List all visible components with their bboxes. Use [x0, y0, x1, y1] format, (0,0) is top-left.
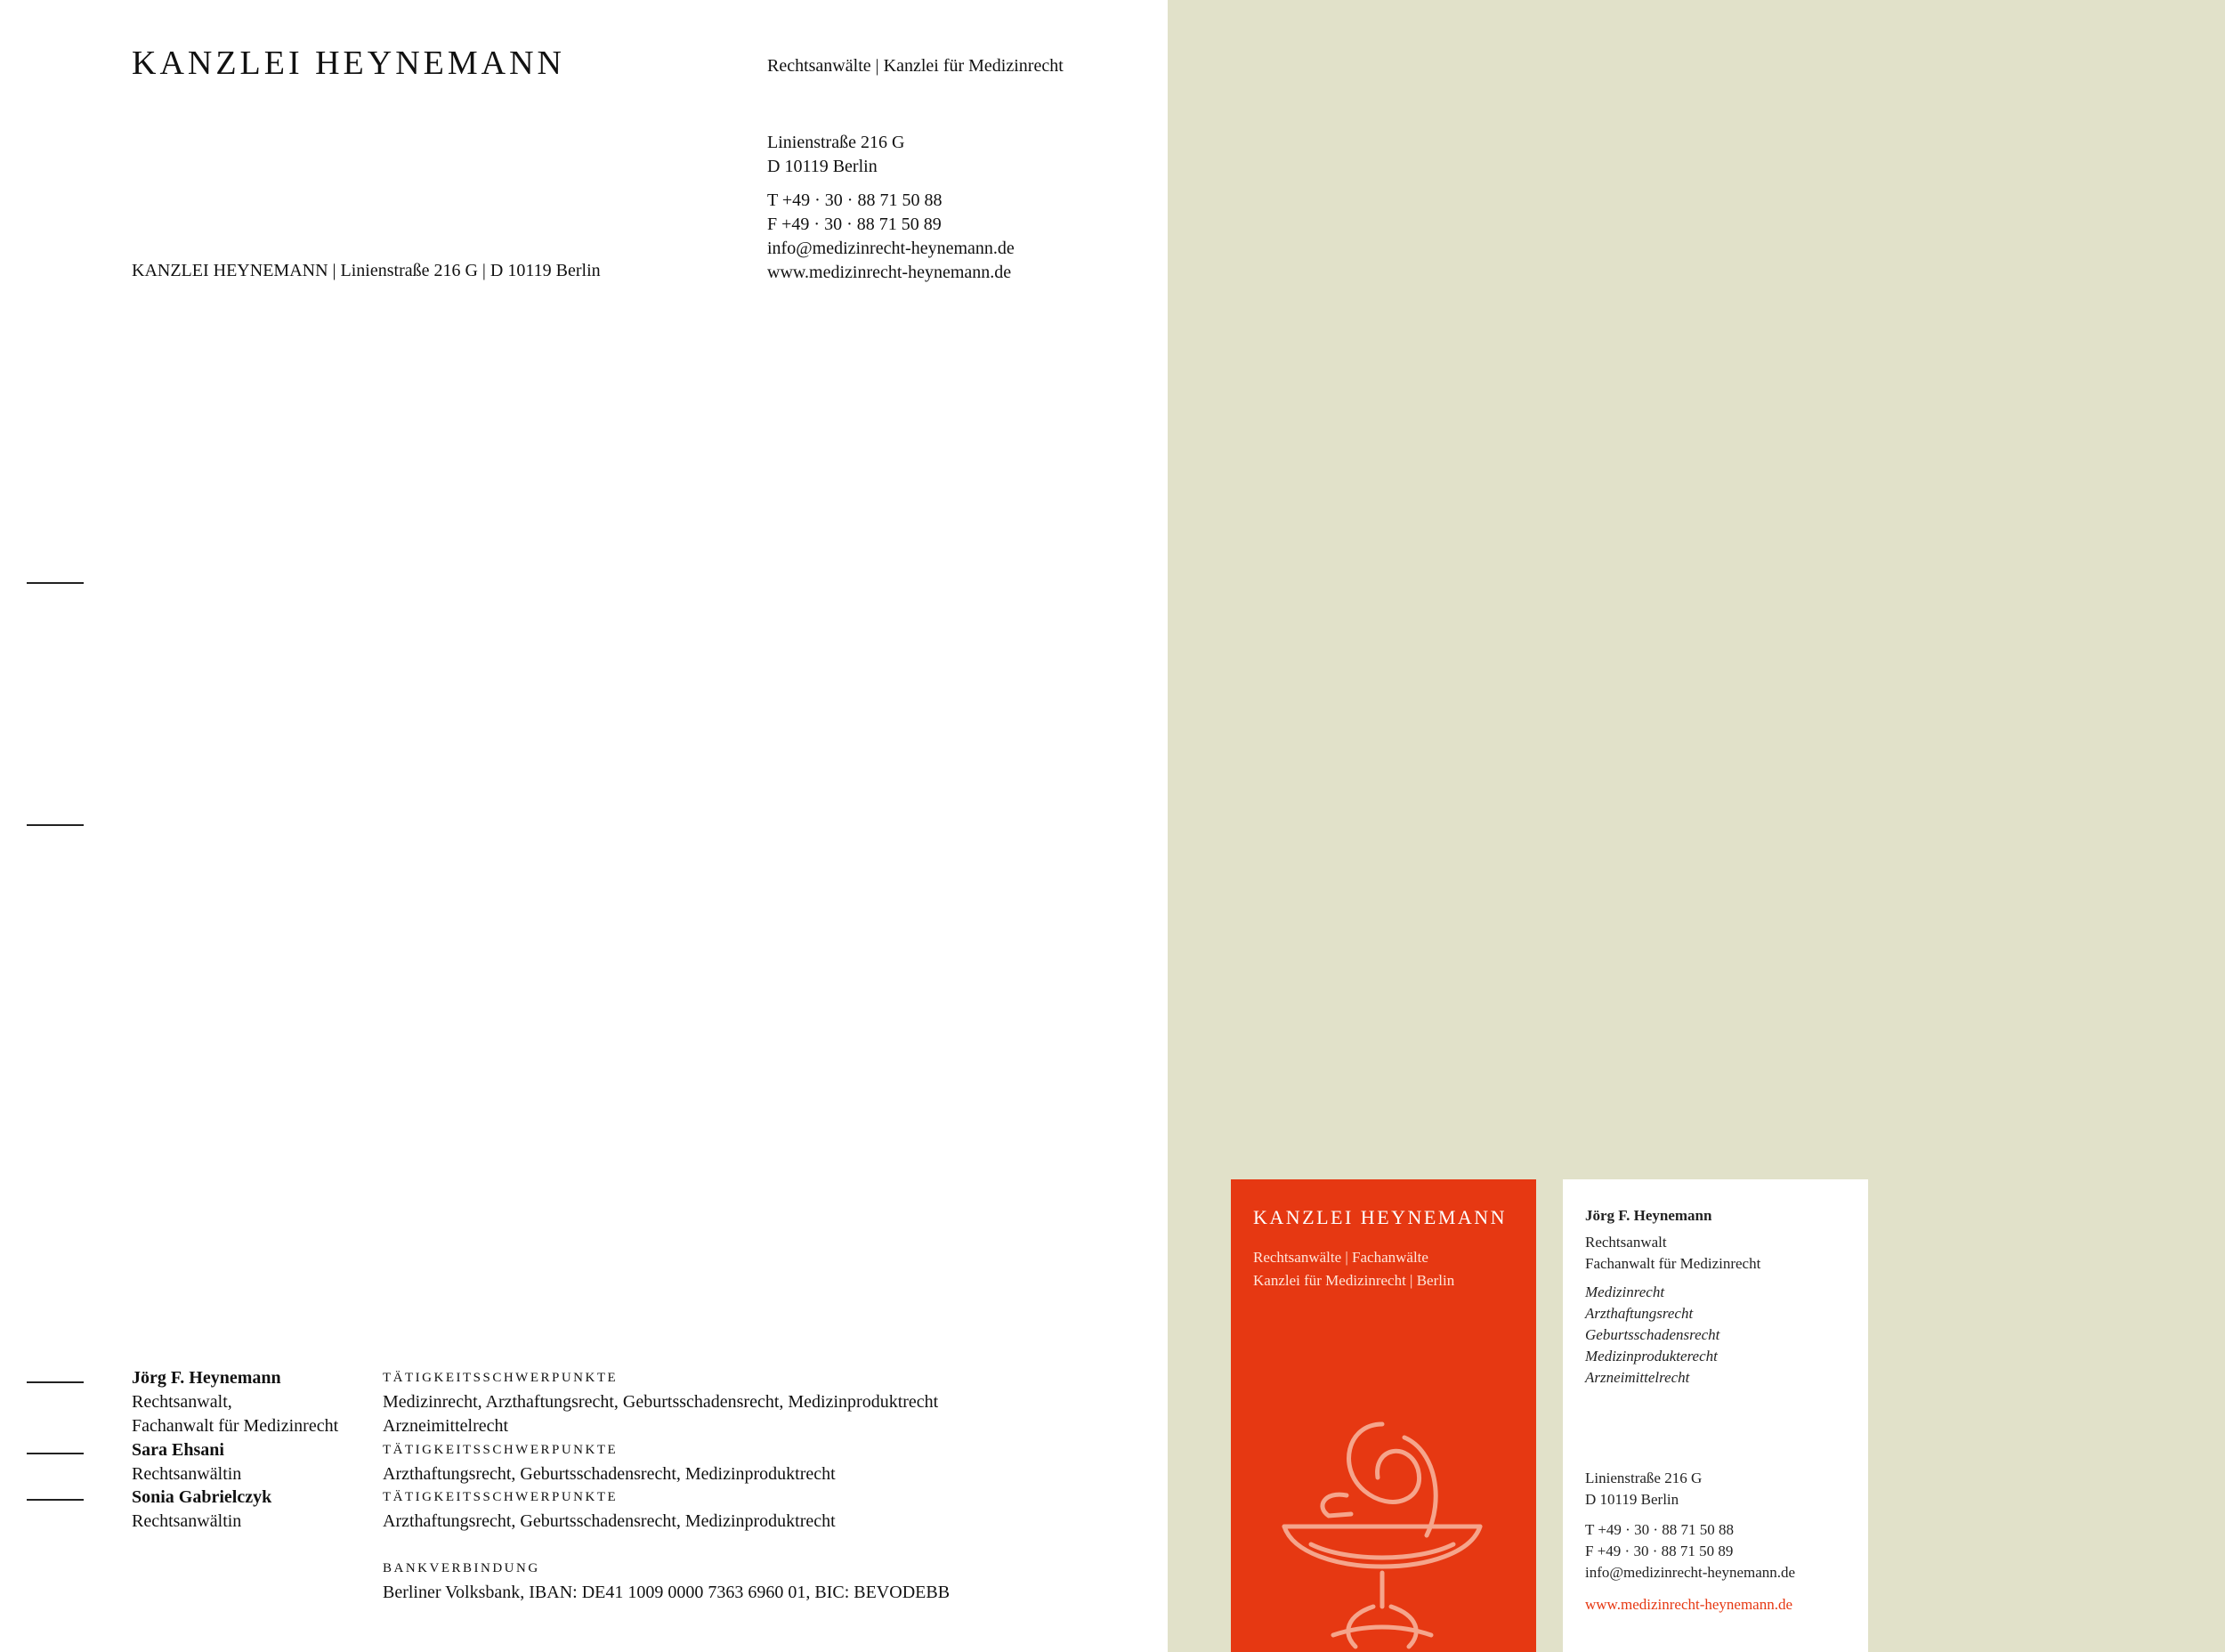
partner-title: Rechtsanwalt, — [132, 1392, 232, 1412]
website-address: www.medizinrecht-heynemann.de — [767, 263, 1012, 282]
partner-name: Sara Ehsani — [132, 1440, 224, 1460]
bank-details: Berliner Volksbank, IBAN: DE41 1009 0000 7363 6960 01, BIC: BEVODEBB — [383, 1583, 951, 1602]
partner-name: Sonia Gabrielczyk — [132, 1487, 272, 1507]
footer-focus-3 — [383, 1486, 836, 1534]
card-tagline-1: Rechtsanwälte | Fachanwälte — [1253, 1249, 1428, 1266]
partner-title: Rechtsanwältin — [132, 1511, 242, 1531]
partner-title: Fachanwalt für Medizinrecht — [132, 1416, 339, 1436]
fax-number: F +49 · 30 · 88 71 50 89 — [767, 215, 942, 234]
sender-line: KANZLEI HEYNEMANN | Linienstraße 216 G | D 10119 Berlin — [132, 261, 601, 280]
partner-name: Jörg F. Heynemann — [132, 1368, 281, 1388]
card-address — [1585, 1468, 1795, 1616]
focus-areas: Arzthaftungsrecht, Geburtsschadensrecht, Medizinproduktrecht — [383, 1464, 836, 1484]
card-area: Arzneimittelrecht — [1585, 1369, 1690, 1386]
card-website: www.medizinrecht-heynemann.de — [1585, 1596, 1793, 1613]
email-address: info@medizinrecht-heynemann.de — [767, 239, 1015, 258]
card-area: Arzthaftungsrecht — [1585, 1305, 1694, 1322]
phone-number: T +49 · 30 · 88 71 50 88 — [767, 190, 943, 210]
card-area: Medizinprodukterecht — [1585, 1348, 1718, 1365]
footer-partner-3 — [132, 1486, 271, 1534]
address-street: Linienstraße 216 G — [767, 133, 905, 152]
focus-heading: TÄTIGKEITSSCHWERPUNKTE — [383, 1490, 619, 1504]
focus-heading: TÄTIGKEITSSCHWERPUNKTE — [383, 1443, 619, 1457]
card-role: Rechtsanwalt — [1585, 1234, 1667, 1251]
footer-bank — [383, 1557, 950, 1605]
card-area: Medizinrecht — [1585, 1284, 1665, 1300]
footer-focus-2 — [383, 1438, 836, 1486]
footer-mark-2 — [27, 1453, 84, 1454]
focus-areas: Arzneimittelrecht — [383, 1416, 509, 1436]
card-phone: T +49 · 30 · 88 71 50 88 — [1585, 1521, 1734, 1538]
punch-mark — [27, 824, 84, 826]
card-contact-person — [1585, 1205, 1760, 1389]
partner-title: Rechtsanwältin — [132, 1464, 242, 1484]
card-city: D 10119 Berlin — [1585, 1491, 1679, 1508]
letterhead-contact-block — [767, 131, 1015, 285]
footer-mark-3 — [27, 1499, 84, 1501]
card-role: Fachanwalt für Medizinrecht — [1585, 1255, 1761, 1272]
letterhead-tagline: Rechtsanwälte | Kanzlei für Medizinrecht — [767, 56, 1064, 76]
focus-areas: Medizinrecht, Arzthaftungsrecht, Geburtsschadensrecht, Medizinproduktrecht — [383, 1392, 939, 1412]
footer-focus-1 — [383, 1366, 938, 1438]
focus-heading: TÄTIGKEITSSCHWERPUNKTE — [383, 1371, 619, 1385]
card-logo: KANZLEI HEYNEMANN — [1253, 1206, 1508, 1228]
card-email: info@medizinrecht-heynemann.de — [1585, 1564, 1796, 1581]
bowl-of-hygieia-icon — [1249, 1402, 1516, 1652]
footer-mark-1 — [27, 1381, 84, 1383]
address-city: D 10119 Berlin — [767, 157, 878, 176]
fold-mark-top — [27, 582, 84, 584]
business-card-back — [1563, 1179, 1868, 1652]
focus-areas: Arzthaftungsrecht, Geburtsschadensrecht, Medizinproduktrecht — [383, 1511, 836, 1531]
letterhead-logo: KANZLEI HEYNEMANN — [132, 45, 565, 82]
bank-heading: BANKVERBINDUNG — [383, 1561, 540, 1575]
card-name: Jörg F. Heynemann — [1585, 1207, 1712, 1224]
card-street: Linienstraße 216 G — [1585, 1470, 1703, 1486]
card-fax: F +49 · 30 · 88 71 50 89 — [1585, 1543, 1734, 1559]
footer-partner-1 — [132, 1366, 338, 1438]
footer-partner-2 — [132, 1438, 241, 1486]
card-tagline-2: Kanzlei für Medizinrecht | Berlin — [1253, 1272, 1455, 1289]
card-area: Geburtsschadensrecht — [1585, 1326, 1720, 1343]
business-card-front — [1231, 1179, 1536, 1652]
